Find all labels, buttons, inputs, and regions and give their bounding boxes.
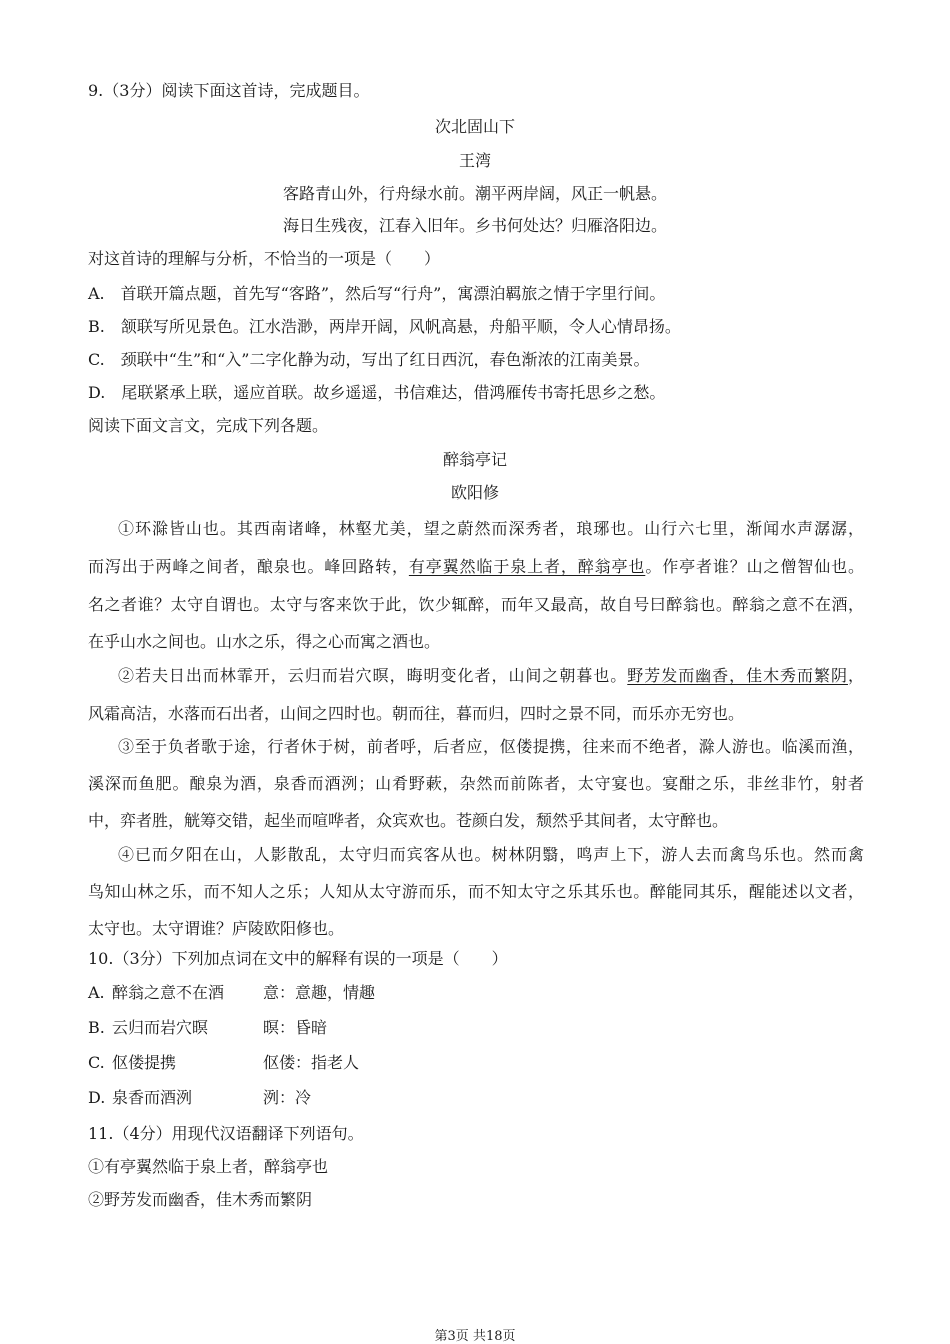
q9-option-d: D. 尾联紧承上联，遥应首联。故乡遥遥，书信难达，借鸿雁传书寄托思乡之愁。 xyxy=(88,383,666,402)
q10-option-b: B. 云归而岩穴暝 暝：昏暗 xyxy=(88,1018,328,1037)
poem-line: 海日生残夜，江春入旧年。乡书何处达？归雁洛阳边。 xyxy=(282,216,667,235)
q9-question: 对这首诗的理解与分析，不恰当的一项是（ ） xyxy=(88,249,441,268)
essay-p1-line: 名之者谁？太守自谓也。太守与客来饮于此，饮少辄醉，而年又最高，故自号曰醉翁也。醉翁之意不在酒， xyxy=(88,595,864,614)
essay-author: 欧阳修 xyxy=(450,483,499,502)
poem-line: 客路青山外，行舟绿水前。潮平两岸阔，风正一帆悬。 xyxy=(282,184,667,203)
page-footer: 第3页 共18页 xyxy=(434,1329,516,1344)
underlined-sentence: 有亭翼然临于泉上者，醉翁亭也 xyxy=(408,557,646,576)
essay-p1-line: ①环滁皆山也。其西南诸峰，林壑尤美，望之蔚然而深秀者，琅琊也。山行六七里，渐闻水声潺潺， xyxy=(118,519,864,538)
q10-option-d: D. 泉香而酒洌 洌：冷 xyxy=(88,1088,312,1107)
q9-option-c: C. 颈联中“生”和“入”二字化静为动，写出了红日西沉，春色渐浓的江南美景。 xyxy=(88,350,650,369)
essay-p3-line: ③至于负者歌于途，行者休于树，前者呼，后者应，伛偻提携，往来而不绝者，滁人游也。临溪而渔， xyxy=(118,737,864,756)
essay-p2-line: ②若夫日出而林霏开，云归而岩穴暝，晦明变化者，山间之朝暮也。野芳发而幽香，佳木秀而繁阴， xyxy=(118,666,864,685)
q11-header: 11.（4分）用现代汉语翻译下列语句。 xyxy=(88,1124,364,1143)
q10-option-c: C. 伛偻提携 伛偻：指老人 xyxy=(88,1053,360,1072)
q11-item-1: ①有亭翼然临于泉上者，醉翁亭也 xyxy=(88,1157,329,1176)
underlined-sentence: 野芳发而幽香，佳木秀而繁阴 xyxy=(627,666,848,685)
essay-p3-line: 溪深而鱼肥。酿泉为酒，泉香而酒洌；山肴野蔌，杂然而前陈者，太守宴也。宴酣之乐，非丝非竹，射者 xyxy=(88,774,864,793)
q9-option-a: A. 首联开篇点题，首先写“客路”，然后写“行舟”，寓漂泊羁旅之情于字里行间。 xyxy=(88,284,666,303)
essay-p2-line: 风霜高洁，水落而石出者，山间之四时也。朝而往，暮而归，四时之景不同，而乐亦无穷也。 xyxy=(88,704,745,723)
essay-p4-line: 太守也。太守谓谁？庐陵欧阳修也。 xyxy=(88,919,345,938)
essay-p4-line: 鸟知山林之乐，而不知人之乐；人知从太守游而乐，而不知太守之乐其乐也。醉能同其乐，醒能述以文者， xyxy=(88,882,864,901)
essay-p1-line: 而泻出于两峰之间者，酿泉也。峰回路转，有亭翼然临于泉上者，醉翁亭也。作亭者谁？山之僧智仙也。 xyxy=(88,557,864,576)
essay-p4-line: ④已而夕阳在山，人影散乱，太守归而宾客从也。树林阴翳，鸣声上下，游人去而禽鸟乐也。然而禽 xyxy=(118,845,864,864)
page-number: 3 xyxy=(447,1329,456,1344)
q10-option-a: A. 醉翁之意不在酒 意：意趣，情趣 xyxy=(88,983,376,1002)
essay-title: 醉翁亭记 xyxy=(442,450,507,469)
essay-p3-line: 中，弈者胜，觥筹交错，起坐而喧哗者，众宾欢也。苍颜白发，颓然乎其间者，太守醉也。 xyxy=(88,811,729,830)
essay-p1-line: 在乎山水之间也。山水之乐，得之心而寓之酒也。 xyxy=(88,632,441,651)
q10-header: 10.（3分）下列加点词在文中的解释有误的一项是（ ） xyxy=(88,949,508,968)
reading-intro: 阅读下面文言文，完成下列各题。 xyxy=(88,416,329,435)
q9-option-b: B. 颔联写所见景色。江水浩渺，两岸开阔，风帆高悬，舟船平顺，令人心情昂扬。 xyxy=(88,317,681,336)
poem-title: 次北固山下 xyxy=(434,117,515,136)
q9-header: 9.（3分）阅读下面这首诗，完成题目。 xyxy=(88,81,370,100)
poem-author: 王湾 xyxy=(458,151,491,170)
q11-item-2: ②野芳发而幽香，佳木秀而繁阴 xyxy=(88,1190,313,1209)
total-pages: 18 xyxy=(485,1329,503,1344)
